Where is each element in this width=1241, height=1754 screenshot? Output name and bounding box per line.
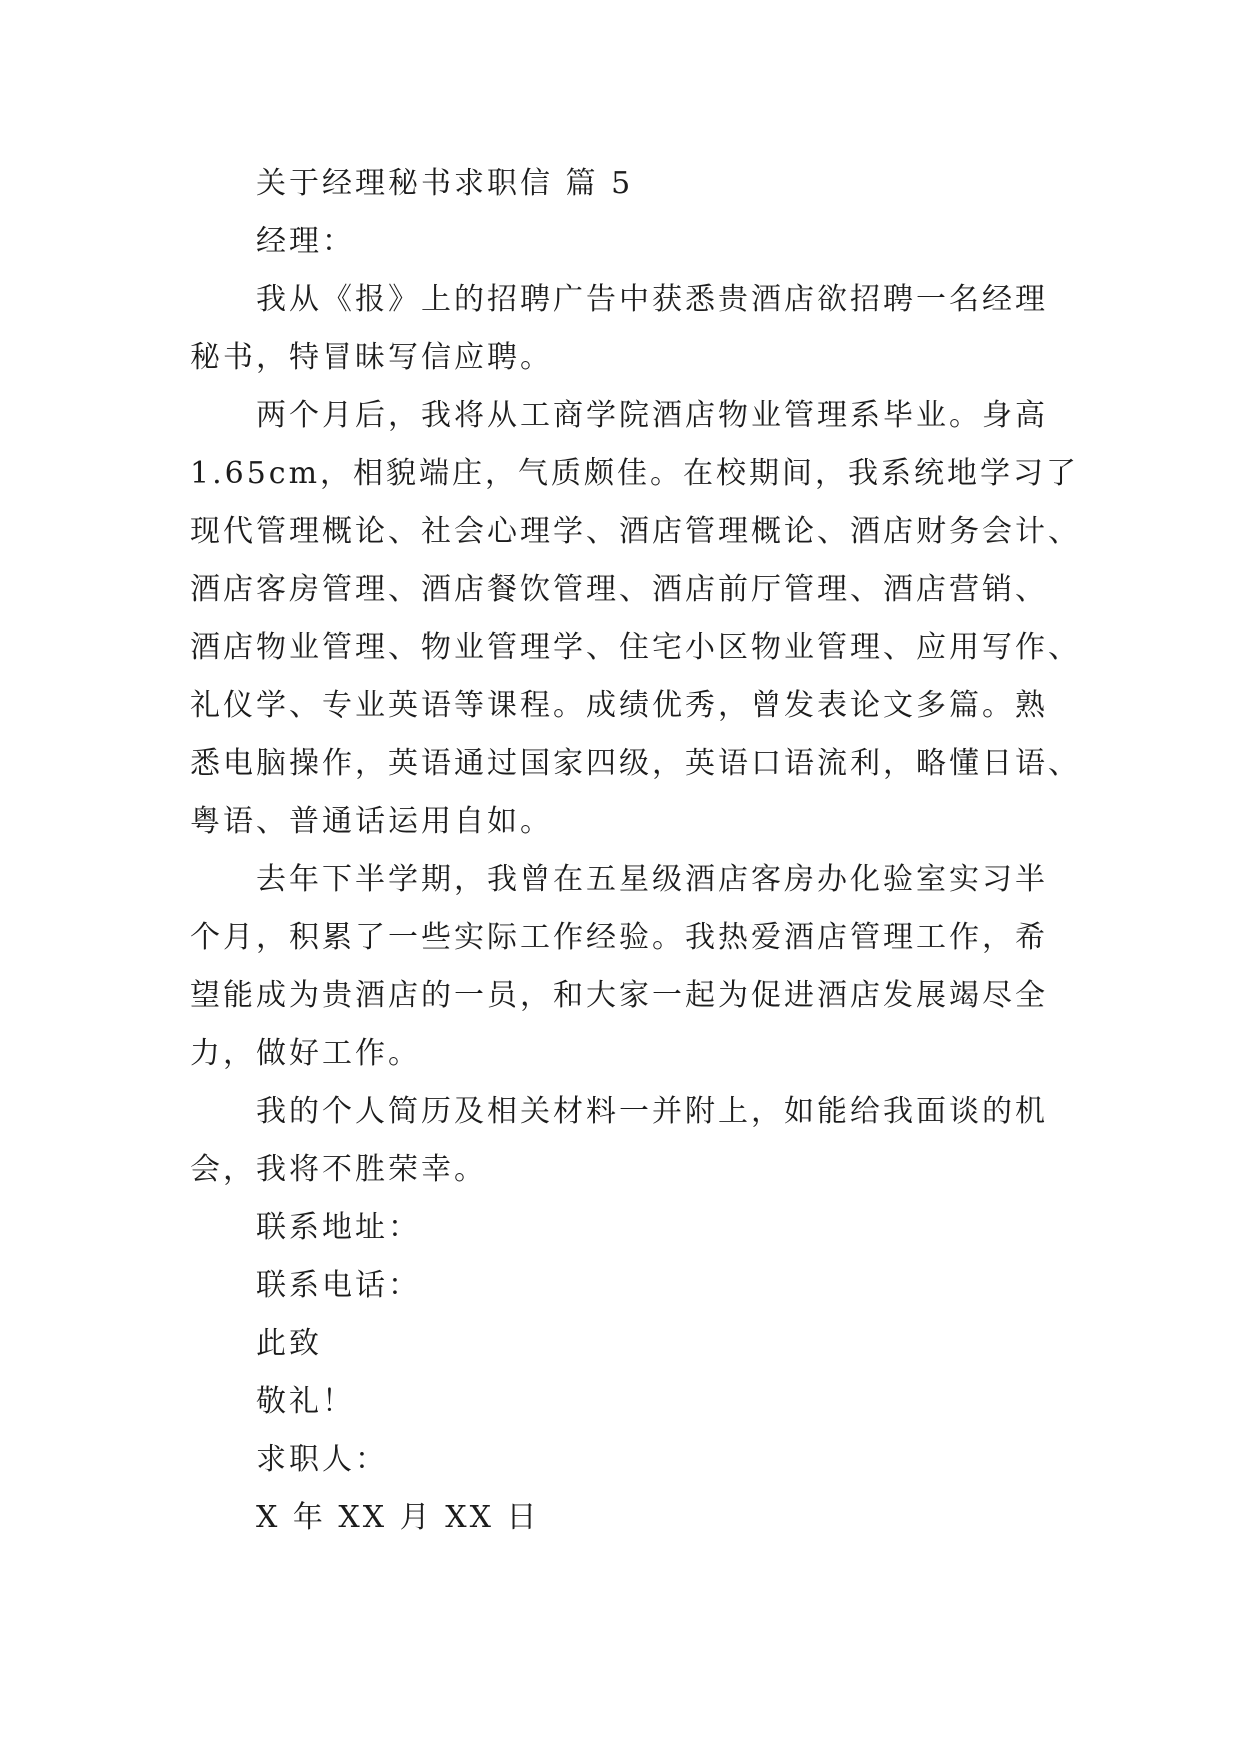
paragraph-line: 礼仪学、专业英语等课程。成绩优秀，曾发表论文多篇。熟: [190, 688, 1048, 723]
paragraph-line: 望能成为贵酒店的一员，和大家一起为促进酒店发展竭尽全: [190, 978, 1048, 1013]
paragraph-line: 悉电脑操作，英语通过国家四级，英语口语流利，略懂日语、: [190, 746, 1081, 781]
paragraph-line: 酒店物业管理、物业管理学、住宅小区物业管理、应用写作、: [190, 630, 1081, 665]
paragraph-line: 会，我将不胜荣幸。: [190, 1152, 487, 1187]
applicant-signature-label: 求职人：: [256, 1442, 388, 1477]
paragraph-line: 现代管理概论、社会心理学、酒店管理概论、酒店财务会计、: [190, 514, 1081, 549]
closing-regards-line-1: 此致: [256, 1326, 322, 1361]
body-paragraph: [190, 387, 1090, 851]
contact-phone-label: 联系电话：: [256, 1268, 421, 1303]
body-paragraph: [190, 271, 1090, 387]
paragraph-line: 去年下半学期，我曾在五星级酒店客房办化验室实习半: [256, 862, 1048, 897]
paragraph-line: 酒店客房管理、酒店餐饮管理、酒店前厅管理、酒店营销、: [190, 572, 1048, 607]
paragraph-line: 个月，积累了一些实际工作经验。我热爱酒店管理工作，希: [190, 920, 1048, 955]
letter-date: X 年 XX 月 XX 日: [256, 1500, 540, 1535]
paragraph-line: 力，做好工作。: [190, 1036, 421, 1071]
letter-body: [190, 155, 1090, 1547]
paragraph-line: 我从《报》上的招聘广告中获悉贵酒店欲招聘一名经理: [256, 282, 1048, 317]
body-paragraph: [190, 851, 1090, 1083]
paragraph-line: 粤语、普通话运用自如。: [190, 804, 553, 839]
paragraph-line: 1.65cm，相貌端庄，气质颇佳。在校期间，我系统地学习了: [190, 456, 1080, 491]
contact-address-label: 联系地址：: [256, 1210, 421, 1245]
document-title: 关于经理秘书求职信 篇 5: [256, 166, 634, 201]
salutation: 经理：: [256, 224, 355, 259]
body-paragraph: [190, 1083, 1090, 1199]
paragraph-line: 两个月后，我将从工商学院酒店物业管理系毕业。身高: [256, 398, 1048, 433]
paragraph-line: 秘书，特冒昧写信应聘。: [190, 340, 553, 375]
closing-regards-line-2: 敬礼！: [256, 1384, 355, 1419]
paragraph-line: 我的个人简历及相关材料一并附上，如能给我面谈的机: [256, 1094, 1048, 1129]
